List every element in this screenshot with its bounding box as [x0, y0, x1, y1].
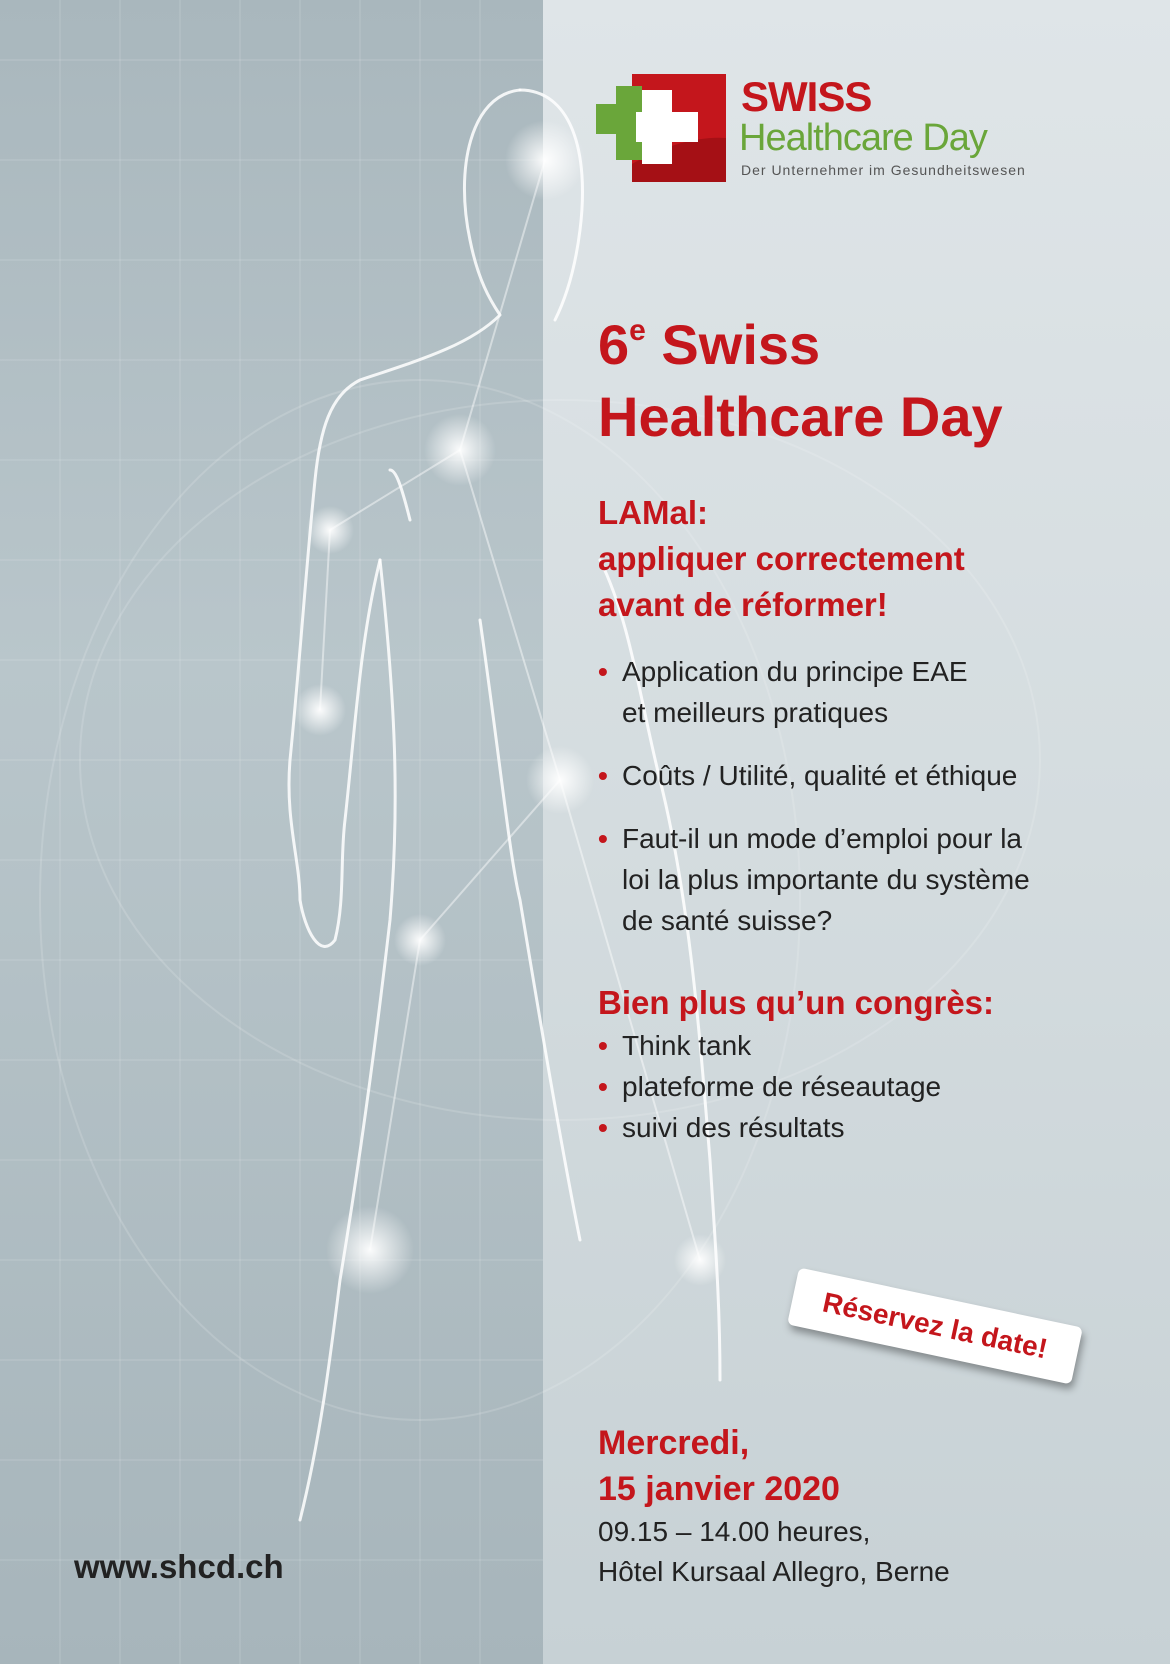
topic-1-line-1: • Application du principe EAE	[622, 656, 968, 687]
event-title	[598, 295, 1158, 453]
title-line-1-rest: Swiss	[645, 313, 821, 376]
topic-item	[598, 818, 1068, 941]
event-day: Mercredi,	[598, 1424, 750, 1462]
congress-list	[598, 1025, 1068, 1148]
subtitle-line-2: appliquer correctement	[598, 540, 965, 577]
topic-1-line-2: et meilleurs pratiques	[622, 697, 889, 728]
title-number: 6	[598, 313, 630, 376]
event-date: 15 janvier 2020	[598, 1470, 840, 1508]
topic-3-line-3: de santé suisse?	[622, 905, 833, 936]
swiss-cross-logo-icon	[596, 74, 726, 182]
subtitle-line-1: LAMal:	[598, 494, 708, 531]
event-time: 09.15 – 14.00 heures,	[598, 1516, 871, 1547]
topic-2-line-1: • Coûts / Utilité, qualité et éthique	[622, 760, 1018, 791]
logo-tagline: Der Unternehmer im Gesundheitswesen	[741, 162, 1026, 178]
website-link[interactable]: www.shcd.ch	[74, 1548, 284, 1585]
topic-list	[598, 651, 1068, 963]
event-date-block	[598, 1420, 1158, 1592]
title-superscript: e	[629, 314, 646, 347]
title-line-2: Healthcare Day	[598, 385, 1003, 448]
congress-item: • suivi des résultats	[598, 1107, 1068, 1148]
congress-item: • plateforme de réseautage	[598, 1066, 1068, 1107]
subtitle-line-3: avant de réformer!	[598, 586, 888, 623]
event-subtitle	[598, 490, 1158, 628]
reserve-date-tag: Réservez la date!	[787, 1267, 1083, 1384]
topic-item	[598, 755, 1068, 796]
logo-healthcare-day-text: Healthcare Day	[739, 117, 987, 159]
topic-3-line-2: loi la plus importante du système	[622, 864, 1030, 895]
congress-item: • Think tank	[598, 1025, 1068, 1066]
title-line-1	[598, 295, 1158, 381]
swiss-healthcare-day-logo	[596, 74, 1116, 184]
topic-3-line-1: • Faut-il un mode d’emploi pour la	[622, 823, 1022, 854]
logo-swiss-text: SWISS	[741, 73, 872, 120]
topic-item	[598, 651, 1068, 733]
congress-heading: Bien plus qu’un congrès:	[598, 984, 995, 1021]
event-venue: Hôtel Kursaal Allegro, Berne	[598, 1556, 950, 1587]
